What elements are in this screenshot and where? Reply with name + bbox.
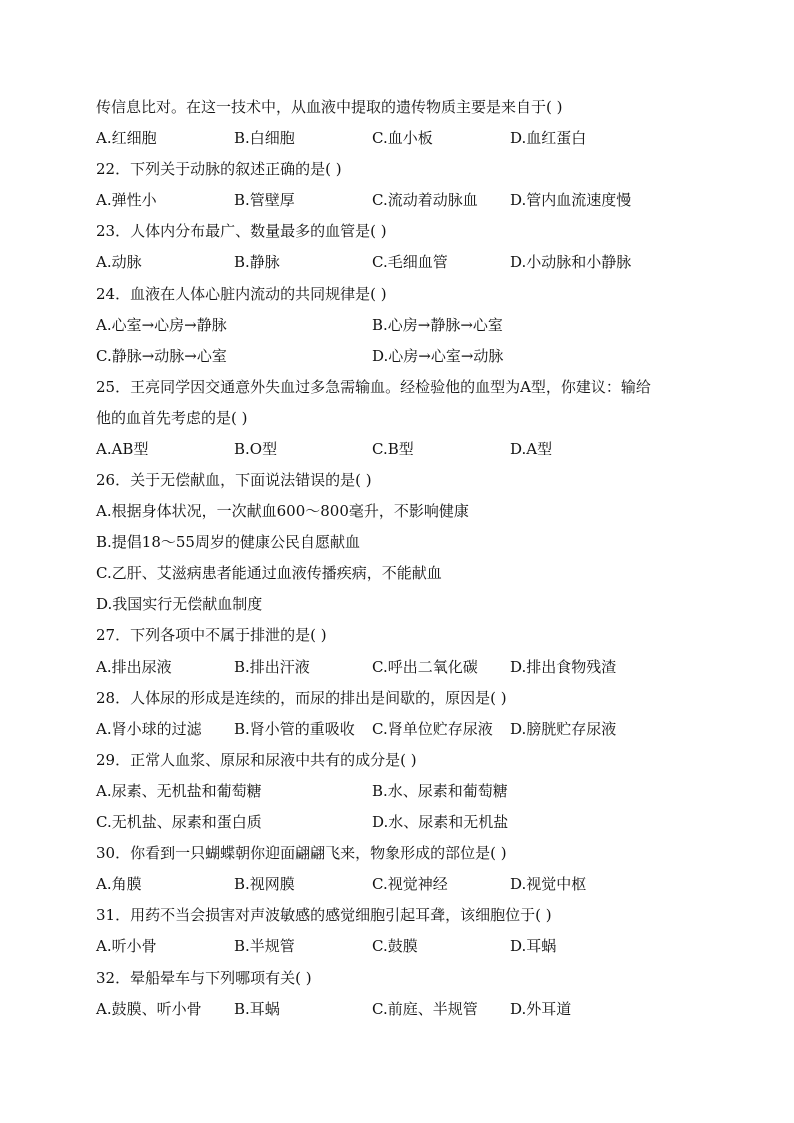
option-a: A.动脉: [96, 253, 142, 271]
question-26-option-b: B.提倡18～55周岁的健康公民自愿献血: [96, 533, 360, 551]
question-26-stem: 26．关于无偿献血，下面说法错误的是( ): [96, 471, 372, 489]
option-d: D.水、尿素和无机盐: [372, 813, 509, 831]
question-30-stem: 30．你看到一只蝴蝶朝你迎面翩翩飞来，物象形成的部位是( ): [96, 844, 507, 862]
question-25-stem-line2: 他的血首先考虑的是( ): [96, 409, 248, 427]
option-b: B.水、尿素和葡萄糖: [372, 782, 508, 800]
option-d: D.血红蛋白: [510, 129, 587, 147]
option-a: A.弹性小: [96, 191, 157, 209]
option-c: C.鼓膜: [372, 937, 418, 955]
option-b: B.静脉: [234, 253, 280, 271]
option-d: D.耳蜗: [510, 937, 557, 955]
question-26-option-d: D.我国实行无偿献血制度: [96, 595, 263, 613]
question-31-stem: 31．用药不当会损害对声波敏感的感觉细胞引起耳聋，该细胞位于( ): [96, 906, 552, 924]
option-d: D.管内血流速度慢: [510, 191, 632, 209]
question-24-stem: 24．血液在人体心脏内流动的共同规律是( ): [96, 285, 387, 303]
question-25-stem: 25．王亮同学因交通意外失血过多急需输血。经检验他的血型为A型，你建议：输给: [96, 378, 651, 396]
question-26-option-a: A.根据身体状况，一次献血600～800毫升，不影响健康: [96, 502, 469, 520]
option-d: D.外耳道: [510, 1000, 572, 1018]
option-b: B.排出汗液: [234, 658, 310, 676]
option-c: C.B型: [372, 440, 414, 458]
question-27-stem: 27．下列各项中不属于排泄的是( ): [96, 626, 327, 644]
question-29-stem: 29．正常人血浆、原尿和尿液中共有的成分是( ): [96, 751, 417, 769]
option-b: B.半规管: [234, 937, 295, 955]
question-23-stem: 23．人体内分布最广、数量最多的血管是( ): [96, 222, 387, 240]
option-a: A.排出尿液: [96, 658, 172, 676]
question-26-option-c: C.乙肝、艾滋病患者能通过血液传播疾病，不能献血: [96, 564, 442, 582]
option-c: C.静脉→动脉→心室: [96, 347, 227, 365]
option-b: B.管壁厚: [234, 191, 295, 209]
option-a: A.心室→心房→静脉: [96, 316, 227, 334]
option-a: A.鼓膜、听小骨: [96, 1000, 202, 1018]
option-b: B.白细胞: [234, 129, 295, 147]
option-b: B.视网膜: [234, 875, 295, 893]
option-c: C.血小板: [372, 129, 433, 147]
option-d: D.小动脉和小静脉: [510, 253, 632, 271]
option-c: C.无机盐、尿素和蛋白质: [96, 813, 262, 831]
question-22-stem: 22．下列关于动脉的叙述正确的是( ): [96, 160, 342, 178]
option-a: A.AB型: [96, 440, 149, 458]
option-d: D.视觉中枢: [510, 875, 587, 893]
option-c: C.毛细血管: [372, 253, 448, 271]
option-b: B.心房→静脉→心室: [372, 316, 503, 334]
option-b: B.耳蜗: [234, 1000, 280, 1018]
option-c: C.前庭、半规管: [372, 1000, 478, 1018]
option-a: A.尿素、无机盐和葡萄糖: [96, 782, 262, 800]
question-28-stem: 28．人体尿的形成是连续的，而尿的排出是间歇的，原因是( ): [96, 689, 507, 707]
option-b: B.肾小管的重吸收: [234, 720, 355, 738]
option-c: C.肾单位贮存尿液: [372, 720, 493, 738]
option-d: D.膀胱贮存尿液: [510, 720, 617, 738]
question-32-stem: 32．晕船晕车与下列哪项有关( ): [96, 969, 312, 987]
option-a: A.肾小球的过滤: [96, 720, 202, 738]
option-d: D.排出食物残渣: [510, 658, 617, 676]
question-21-stem-continuation: 传信息比对。在这一技术中，从血液中提取的遗传物质主要是来自于( ): [96, 98, 563, 116]
option-c: C.流动着动脉血: [372, 191, 478, 209]
option-a: A.听小骨: [96, 937, 157, 955]
option-c: C.视觉神经: [372, 875, 448, 893]
option-d: D.心房→心室→动脉: [372, 347, 504, 365]
option-a: A.红细胞: [96, 129, 157, 147]
option-b: B.O型: [234, 440, 278, 458]
option-d: D.A型: [510, 440, 553, 458]
option-a: A.角膜: [96, 875, 142, 893]
option-c: C.呼出二氧化碳: [372, 658, 478, 676]
